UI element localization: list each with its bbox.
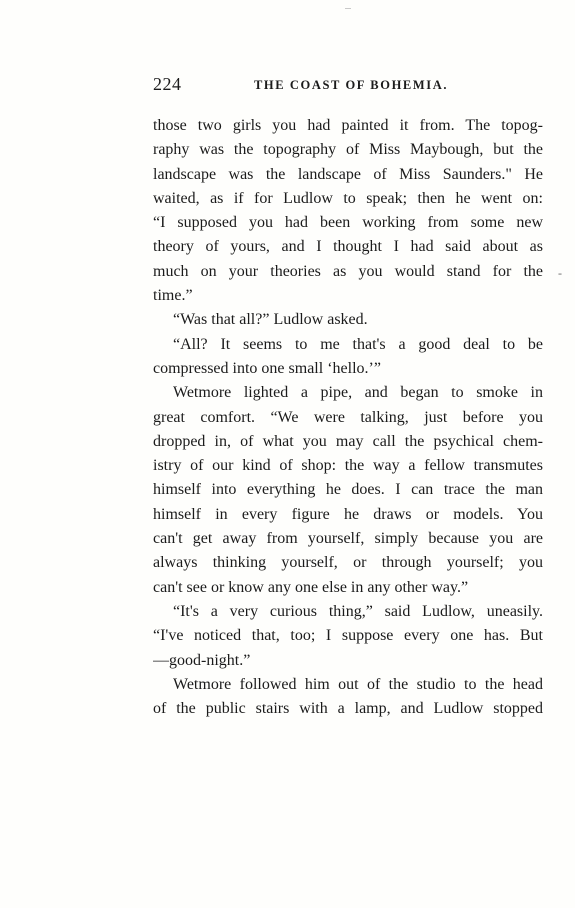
- text-line: waited, as if for Ludlow to speak; then he went on:: [153, 189, 543, 207]
- text-line: time.”: [153, 287, 193, 305]
- scan-artifact: [345, 8, 351, 9]
- paragraph: [153, 308, 543, 332]
- paragraph: [153, 333, 543, 382]
- page-number: 224: [153, 74, 182, 94]
- paragraph: [153, 381, 543, 600]
- text-line: “Was that all?” Ludlow asked.: [173, 311, 368, 329]
- text-line: great comfort. “We were talking, just before you: [153, 408, 543, 426]
- text-line: landscape was the landscape of Miss Saunders." He: [153, 165, 543, 183]
- text-line: of the public stairs with a lamp, and Ludlow stopped: [153, 700, 543, 718]
- text-line: those two girls you had painted it from. The topog-: [153, 117, 543, 134]
- text-line: “I supposed you had been working from some new: [153, 214, 543, 232]
- text-line: compressed into one small ‘hello.’”: [153, 359, 381, 377]
- text-line: always thinking yourself, or through yourself; you: [153, 554, 543, 572]
- text-line: theory of yours, and I thought I had said about as: [153, 238, 543, 256]
- text-line: “All? It seems to me that's a good deal to be: [173, 335, 543, 353]
- paragraph: [153, 114, 543, 308]
- text-line: can't see or know any one else in any other way.”: [153, 578, 469, 596]
- paragraph: [153, 673, 543, 722]
- margin-mark: -: [558, 266, 562, 280]
- running-title: THE COAST OF BOHEMIA.: [254, 78, 449, 92]
- text-line: dropped in, of what you may call the psychical chem-: [153, 432, 543, 450]
- text-line: himself into everything he does. I can trace the man: [153, 481, 543, 499]
- text-line: istry of our kind of shop: the way a fellow transmutes: [153, 457, 543, 475]
- text-line: “I've noticed that, too; I suppose every one has. But: [153, 627, 543, 645]
- text-line: —good-night.”: [153, 651, 251, 669]
- text-line: Wetmore followed him out of the studio to the head: [173, 675, 543, 693]
- text-line: Wetmore lighted a pipe, and began to smoke in: [173, 384, 543, 402]
- text-line: “It's a very curious thing,” said Ludlow, uneasily.: [173, 602, 543, 620]
- text-line: raphy was the topography of Miss Maybough, but the: [153, 141, 543, 159]
- text-line: himself in every figure he draws or models. You: [153, 505, 543, 523]
- paragraph: [153, 600, 543, 673]
- body-text: [153, 114, 543, 721]
- text-line: much on your theories as you would stand for the: [153, 262, 543, 280]
- text-line: can't get away from yourself, simply because you are: [153, 530, 543, 548]
- running-head: [153, 74, 543, 98]
